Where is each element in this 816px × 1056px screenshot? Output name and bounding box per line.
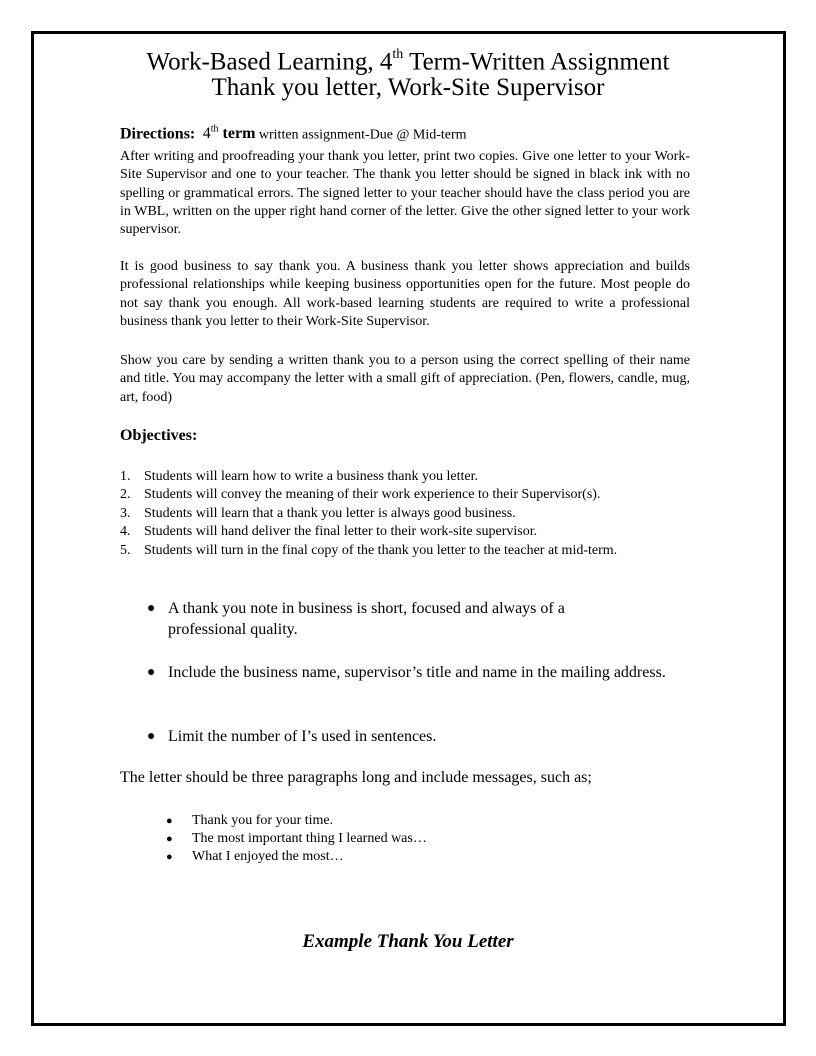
list-item: ● Thank you for your time. (166, 812, 427, 830)
bullet-icon: ● (147, 601, 156, 616)
directions-paragraph-2: It is good business to say thank you. A business thank you letter shows appreciation and builds professional relationships while keeping business opportunities open for the future. Most people do not say thank you enough. All work-based learning students are required to write a professional business thank you letter to their Work-Site Supervisor. (120, 259, 690, 329)
tip-item-3: ● Limit the number of I’s used in sentences. (147, 728, 437, 745)
document-title-line-1: Work-Based Learning, 4th Term-Written Assignment (146, 47, 670, 76)
bullet-icon: ● (166, 851, 173, 864)
bullet-icon: ● (166, 815, 173, 827)
directions-paragraph-1: After writing and proofreading your thank you letter, print two copies. Give one letter to your Work-Site Supervisor and one to your teacher. The thank you letter should be signed in black ink with no spelling or grammatical errors. The signed letter to your teacher should have the class period you are in WBL, written on the upper right hand corner of the letter. Give the other signed letter to your work supervisor. (120, 149, 690, 238)
list-item: ● The most important thing I learned was… (166, 830, 427, 848)
message-list (166, 812, 427, 867)
list-item: 1. Students will learn how to write a business thank you letter. (120, 469, 479, 484)
tip-item-2: ● Include the business name, supervisor’s title and name in the mailing address. (147, 664, 666, 681)
list-item: ● What I enjoyed the most… (166, 848, 427, 866)
directions-label: Directions: (120, 125, 196, 143)
bullet-icon: ● (166, 833, 173, 846)
list-item: 3. Students will learn that a thank you letter is always good business. (120, 505, 516, 521)
document-title-line-2: Thank you letter, Work-Site Supervisor (211, 74, 605, 101)
directions-term: 4th term (202, 124, 256, 143)
tip-item-1: ● A thank you note in business is short, focused and always of a professional quality. (147, 600, 565, 638)
bullet-icon: ● (147, 665, 156, 680)
objectives-list (120, 468, 700, 560)
list-item: 5. Students will turn in the final copy of the thank you letter to the teacher at mid-term. (120, 542, 618, 558)
list-item: 4. Students will hand deliver the final letter to their work-site supervisor. (120, 524, 538, 540)
bullet-icon: ● (147, 729, 156, 744)
list-item: 2. Students will convey the meaning of their work experience to their Supervisor(s). (120, 487, 601, 503)
objectives-heading: Objectives: (120, 427, 198, 444)
directions-paragraph-3: Show you care by sending a written thank you to a person using the correct spelling of their name and title. You may accompany the letter with a small gift of appreciation. (Pen, flowers, candle, mug, art, food) (120, 353, 690, 405)
directions-due: written assignment-Due @ Mid-term (258, 127, 467, 143)
example-heading: Example Thank You Letter (302, 931, 514, 952)
directions-heading (120, 124, 467, 143)
letter-requirements: The letter should be three paragraphs long and include messages, such as; (120, 769, 592, 786)
